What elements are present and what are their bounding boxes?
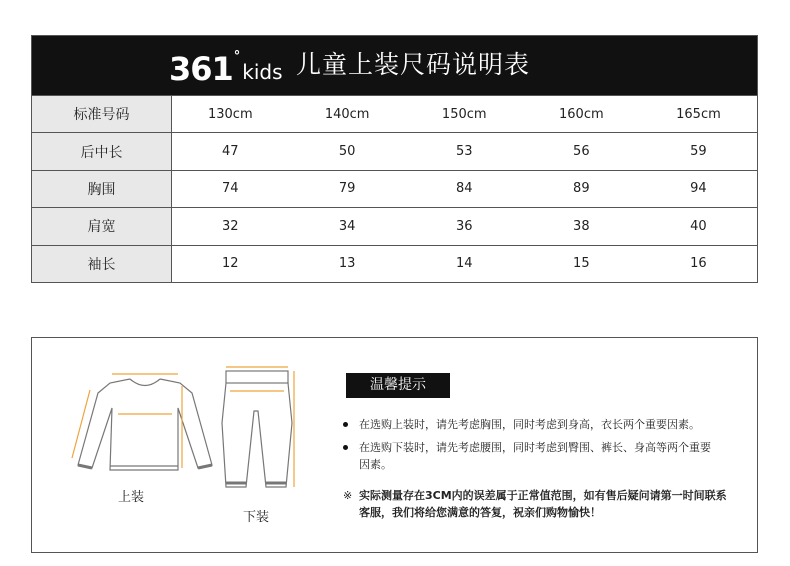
- top-garment-illustration: [60, 368, 230, 478]
- table-row: [32, 245, 757, 282]
- bullet-dot-icon: [343, 422, 348, 427]
- table-row: [32, 208, 757, 245]
- table-cell: 40: [640, 208, 757, 245]
- tips-title: 温馨提示: [346, 373, 450, 398]
- brand-degree: °: [233, 49, 241, 64]
- table-row: [32, 170, 757, 207]
- size-header: 130cm: [172, 96, 289, 133]
- table-cell: 56: [523, 133, 640, 170]
- tip-bullet: [343, 439, 713, 473]
- tip-text: 在选购上装时，请先考虑胸围，同时考虑到身高，衣长两个重要因素。: [359, 418, 700, 431]
- note-mark: ※: [343, 489, 353, 502]
- top-label: 上装: [118, 490, 145, 505]
- header-label: 标准号码: [32, 96, 172, 133]
- brand-number: 361: [169, 50, 233, 88]
- brand-logo: [169, 45, 283, 88]
- table-cell: 89: [523, 170, 640, 207]
- table-cell: 84: [406, 170, 523, 207]
- note-text: 实际测量存在3CM内的误差属于正常值范围，如有售后疑问请第一时间联系客服，我们将给您满意的答复，祝亲们购物愉快！: [359, 489, 727, 519]
- title-banner: [32, 36, 757, 95]
- row-label: 后中长: [32, 133, 172, 170]
- table-cell: 14: [406, 245, 523, 282]
- bullet-dot-icon: [343, 445, 348, 450]
- row-label: 胸围: [32, 170, 172, 207]
- tip-bullet: [343, 416, 728, 433]
- table-cell: 79: [289, 170, 406, 207]
- size-chart: [31, 35, 758, 283]
- table-cell: 74: [172, 170, 289, 207]
- size-header: 160cm: [523, 96, 640, 133]
- tip-text: 在选购下装时，请先考虑腰围，同时考虑到臀围、裤长、身高等两个重要因素。: [359, 441, 711, 471]
- tip-note: [343, 487, 733, 521]
- size-header: 150cm: [406, 96, 523, 133]
- table-cell: 12: [172, 245, 289, 282]
- table-cell: 13: [289, 245, 406, 282]
- row-label: 肩宽: [32, 208, 172, 245]
- table-header-row: [32, 96, 757, 133]
- table-cell: 50: [289, 133, 406, 170]
- table-cell: 32: [172, 208, 289, 245]
- table-cell: 94: [640, 170, 757, 207]
- table-cell: 16: [640, 245, 757, 282]
- table-cell: 59: [640, 133, 757, 170]
- brand-suffix: kids: [242, 60, 283, 84]
- size-header: 140cm: [289, 96, 406, 133]
- table-cell: 34: [289, 208, 406, 245]
- tips-panel: [31, 337, 758, 553]
- bottom-label: 下装: [243, 510, 270, 525]
- size-table: [32, 95, 757, 282]
- table-row: [32, 133, 757, 170]
- page-title: 儿童上装尺码说明表: [296, 50, 531, 79]
- table-cell: 36: [406, 208, 523, 245]
- table-cell: 15: [523, 245, 640, 282]
- table-cell: 53: [406, 133, 523, 170]
- row-label: 袖长: [32, 245, 172, 282]
- table-cell: 47: [172, 133, 289, 170]
- table-cell: 38: [523, 208, 640, 245]
- pants-illustration: [218, 363, 298, 498]
- size-header: 165cm: [640, 96, 757, 133]
